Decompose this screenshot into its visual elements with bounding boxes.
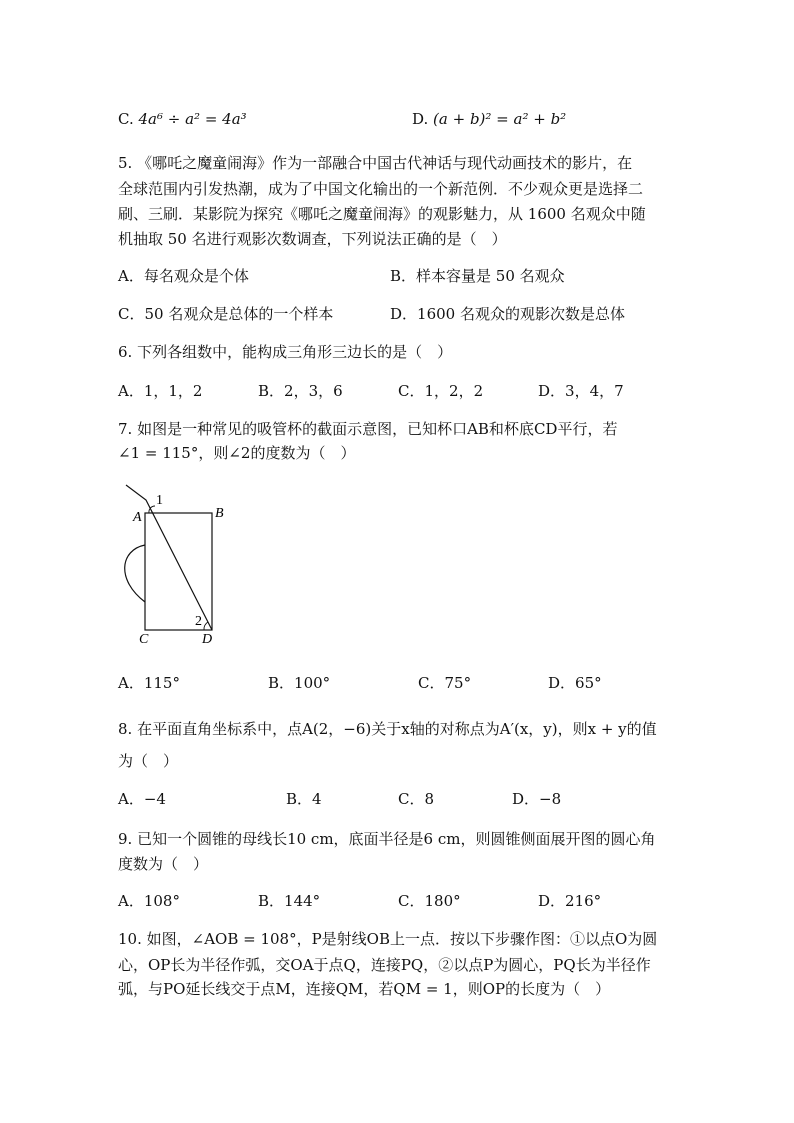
q4-option-d: D. (a + b)² = a² + b²	[412, 110, 567, 128]
q6-stem: 6. 下列各组数中，能构成三角形三边长的是（ ）	[118, 343, 453, 361]
q9-option-a: A．108°	[118, 892, 180, 910]
straw-cup-figure	[112, 480, 232, 650]
q7-line-2: ∠1 = 115°，则∠2的度数为（ ）	[118, 444, 356, 462]
q6-option-c: C．1，2，2	[398, 382, 484, 400]
q7-line-1: 7. 如图是一种常见的吸管杯的截面示意图，已知杯口AB和杯底CD平行，若	[118, 420, 618, 438]
label-b: B	[215, 506, 224, 521]
q4-option-d-expr: (a + b)² = a² + b²	[433, 110, 567, 128]
label-1: 1	[156, 493, 163, 508]
q5-line-1: 5. 《哪吒之魔童闹海》作为一部融合中国古代神话与现代动画技术的影片，在	[118, 154, 633, 172]
q10-line-3: 弧，与PO延长线交于点M，连接QM，若QM = 1，则OP的长度为（ ）	[118, 980, 611, 998]
q5-option-b: B．样本容量是 50 名观众	[390, 267, 565, 285]
q5-option-c: C．50 名观众是总体的一个样本	[118, 305, 334, 323]
q10-line-2: 心，OP长为半径作弧，交OA于点Q，连接PQ，②以点P为圆心，PQ长为半径作	[118, 956, 651, 974]
label-d: D	[202, 632, 213, 647]
q9-option-c: C．180°	[398, 892, 461, 910]
cup-handle	[125, 545, 145, 602]
cup-rectangle	[145, 513, 212, 630]
q8-option-b: B．4	[286, 790, 322, 808]
q9-line-2: 度数为（ ）	[118, 855, 209, 873]
label-c: C	[139, 632, 149, 647]
q6-option-b: B．2，3，6	[258, 382, 343, 400]
q7-option-b: B．100°	[268, 674, 331, 692]
q6-option-d: D．3，4，7	[538, 382, 624, 400]
q4-option-c: C. 4a⁶ ÷ a² = 4a³	[118, 110, 247, 128]
label-a: A	[133, 510, 142, 525]
label-2: 2	[195, 614, 202, 629]
q7-option-d: D．65°	[548, 674, 602, 692]
q6-option-a: A．1，1，2	[118, 382, 203, 400]
angle-2-arc	[204, 622, 208, 630]
q5-line-2: 全球范围内引发热潮，成为了中国文化输出的一个新范例．不少观众更是选择二	[118, 180, 644, 198]
q8-line-2: 为（ ）	[118, 752, 179, 770]
q5-option-a: A．每名观众是个体	[118, 267, 249, 285]
q8-option-c: C．8	[398, 790, 435, 808]
q5-line-4: 机抽取 50 名进行观影次数调查，下列说法正确的是（ ）	[118, 230, 507, 248]
q5-line-3: 刷、三刷．某影院为探究《哪吒之魔童闹海》的观影魅力，从 1600 名观众中随	[118, 205, 646, 223]
q9-option-b: B．144°	[258, 892, 321, 910]
q9-option-d: D．216°	[538, 892, 602, 910]
q8-option-a: A．−4	[118, 790, 166, 808]
straw-line	[126, 485, 212, 630]
q10-line-1: 10. 如图，∠AOB = 108°，P是射线OB上一点．按以下步骤作图：①以点O为圆	[118, 930, 658, 948]
q8-option-d: D．−8	[512, 790, 562, 808]
q5-option-d: D．1600 名观众的观影次数是总体	[390, 305, 625, 323]
q9-line-1: 9. 已知一个圆锥的母线长10 cm，底面半径是6 cm，则圆锥侧面展开图的圆心角	[118, 830, 656, 848]
q4-option-c-expr: 4a⁶ ÷ a² = 4a³	[138, 110, 247, 128]
q7-option-a: A．115°	[118, 674, 180, 692]
q7-option-c: C．75°	[418, 674, 472, 692]
q8-line-1: 8. 在平面直角坐标系中，点A(2，−6)关于x轴的对称点为A′(x，y)，则x + y的值	[118, 720, 657, 738]
